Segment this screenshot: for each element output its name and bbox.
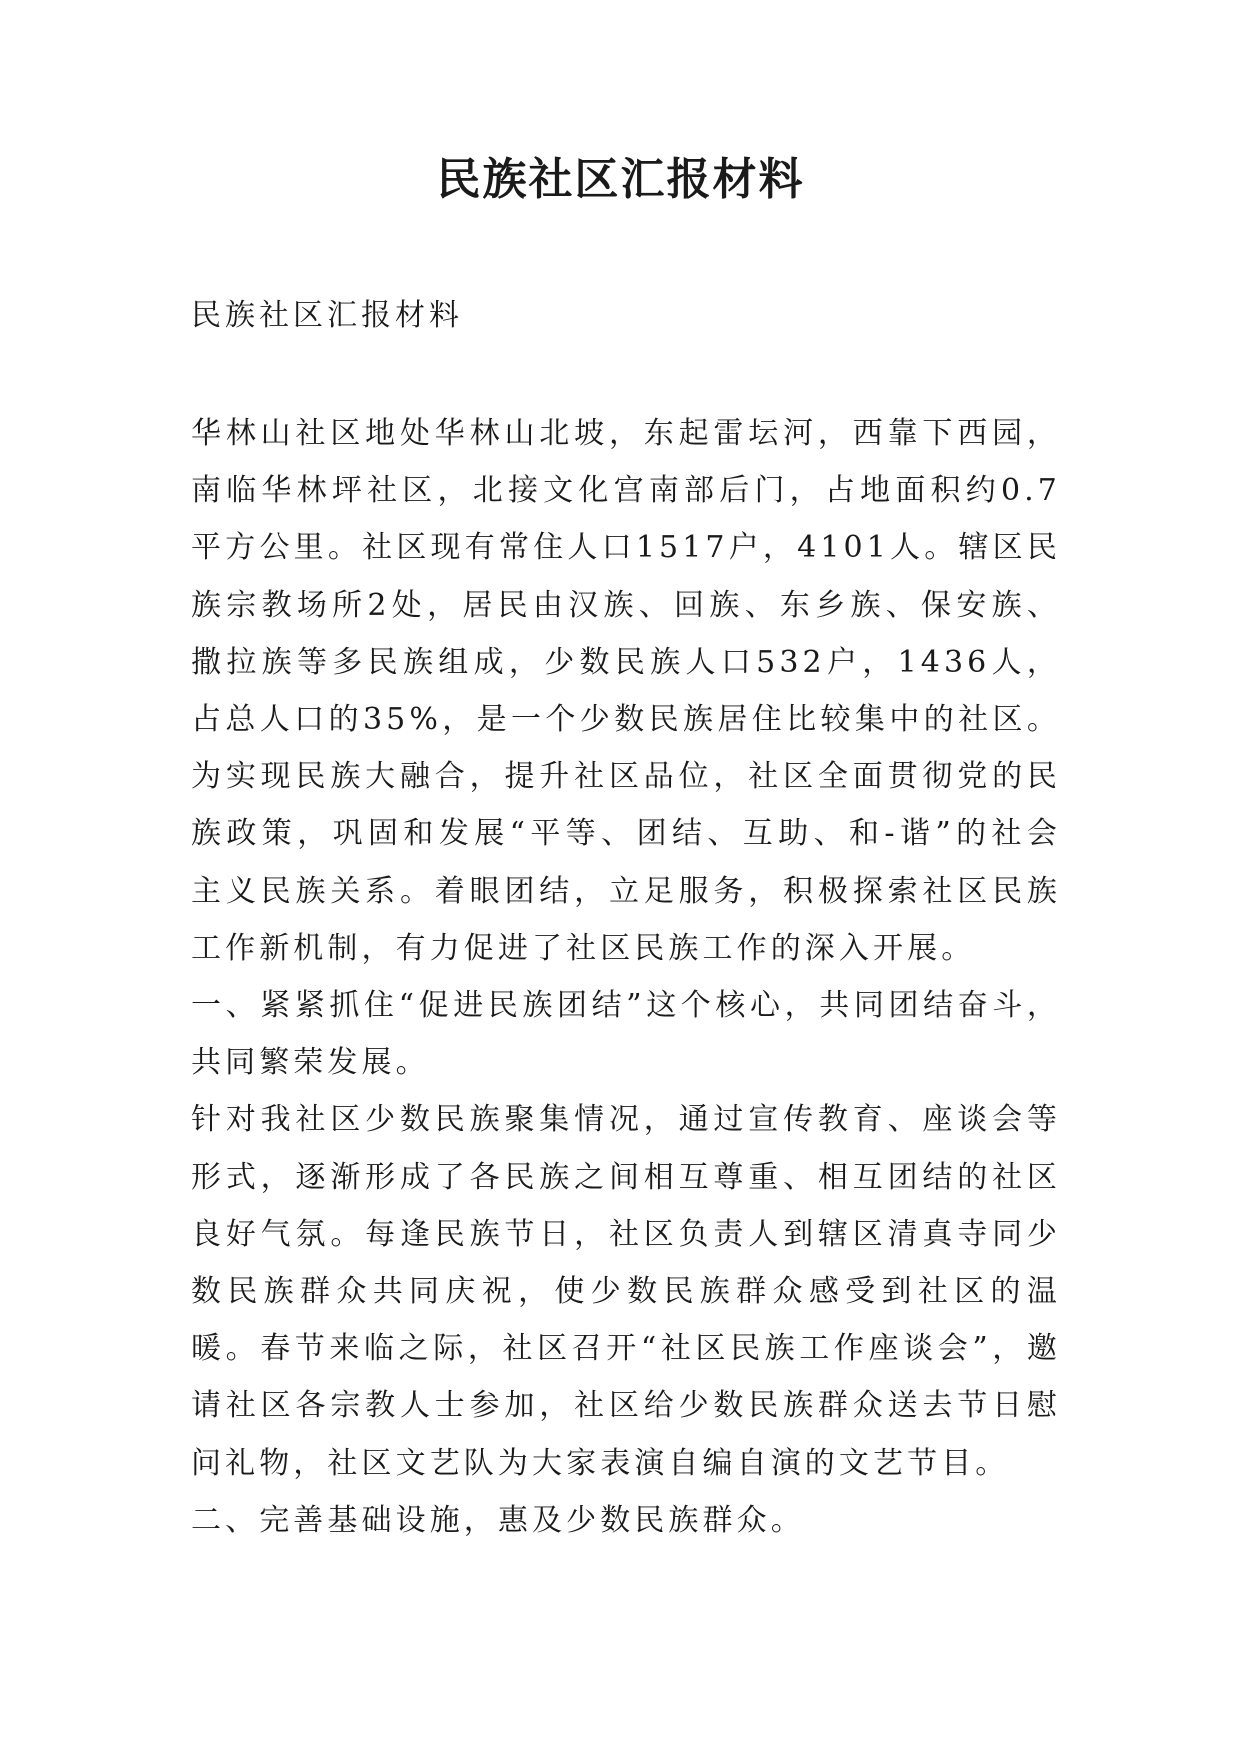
section-heading-2: 二、完善基础设施，惠及少数民族群众。 xyxy=(191,1502,805,1538)
section-heading-1: 一、紧紧抓住“促进民族团结”这个核心，共同团结奋斗，共同繁荣发展。 xyxy=(191,988,1061,1081)
intro-paragraph: 华林山社区地处华林山北坡，东起雷坛河，西靠下西园，南临华林坪社区，北接文化宫南部后门，占地面积约0.7平方公里。社区现有常住人口1517户，4101人。辖区民族宗教场所2处，居民由汉族、回族、东乡族、保安族、撒拉族等多民族组成，少数民族人口532户，1436人，占总人口的35%，是一个少数民族居住比较集中的社区。为实现民族大融合，提升社区品位，社区全面贯彻党的民族政策，巩固和发展“平等、团结、互助、和-谐”的社会主义民族关系。着眼团结，立足服务，积极探索社区民族工作新机制，有力促进了社区民族工作的深入开展。 xyxy=(191,416,1061,966)
document-subtitle: 民族社区汇报材料 xyxy=(191,298,463,333)
document-title: 民族社区汇报材料 xyxy=(436,154,805,205)
document-body xyxy=(191,405,1061,1549)
section-paragraph-1: 针对我社区少数民族聚集情况，通过宣传教育、座谈会等形式，逐渐形成了各民族之间相互尊重、相互团结的社区良好气氛。每逢民族节日，社区负责人到辖区清真寺同少数民族群众共同庆祝，使少数民族群众感受到社区的温暖。春节来临之际，社区召开“社区民族工作座谈会”，邀请社区各宗教人士参加，社区给少数民族群众送去节日慰问礼物，社区文艺队为大家表演自编自演的文艺节目。 xyxy=(191,1102,1061,1481)
